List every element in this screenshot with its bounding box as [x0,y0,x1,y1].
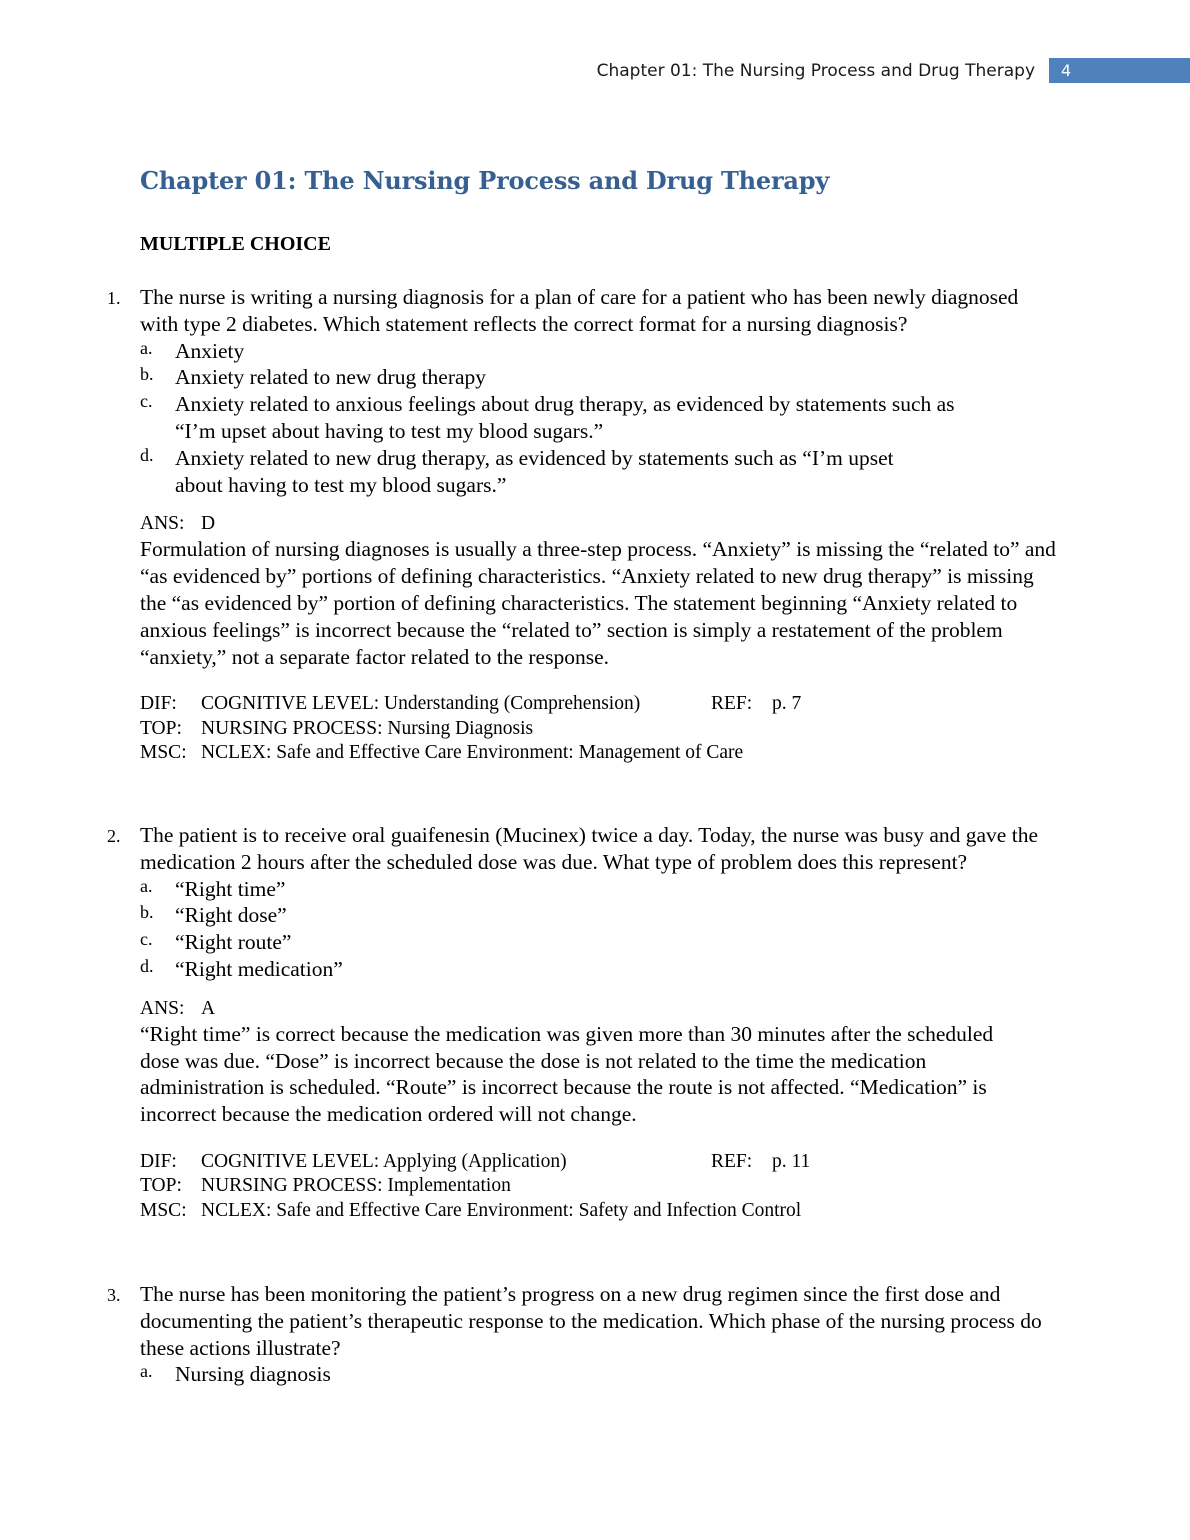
answer-option-b [140,364,975,391]
option-text: “Right dose” [175,903,287,928]
top-row [140,1174,1190,1199]
answer-options [0,876,1190,983]
answer-option-a [140,337,975,365]
msc-row [140,741,1190,766]
question-1 [0,284,1190,766]
option-letter: d. [140,955,154,976]
top-label: TOP: [140,1175,182,1197]
msc-row [140,1199,1190,1224]
ref-label: REF: [711,1150,753,1172]
dif-row [140,1150,1190,1175]
option-text: “Right medication” [175,956,343,981]
question-stem: The patient is to receive oral guaifenesin (Mucinex) twice a day. Today, the nurse was busy and gave the medication 2 hours after the scheduled dose was due. What type of problem does this represent? [140,823,1038,874]
option-text: Anxiety [175,338,245,363]
top-label: TOP: [140,717,182,739]
answer-key [140,997,1190,1021]
running-title: Chapter 01: The Nursing Process and Drug Therapy [596,60,1035,81]
ans-label: ANS: [140,997,185,1019]
ans-value: A [201,997,216,1019]
answer-option-b [140,902,975,929]
question-metadata [140,1150,1190,1224]
answer-option-c [140,391,955,445]
msc-label: MSC: [140,1199,187,1221]
dif-label: DIF: [140,1150,177,1172]
question-number: 3. [107,1285,121,1305]
answer-option-d [140,444,915,499]
ans-label: ANS: [140,513,185,535]
ref-value: p. 11 [772,1150,811,1172]
page-number: 4 [1049,58,1190,83]
option-letter: b. [140,364,154,385]
question-number: 1. [107,288,121,308]
dif-row [140,692,1190,717]
ref-label: REF: [711,693,753,715]
section-title: MULTIPLE CHOICE [140,233,331,255]
question-stem: The nurse is writing a nursing diagnosis for a plan of care for a patient who has been newly diagnosed with type 2 diabetes. Which statement reflects the correct format for a nursing diagnosis? [140,285,1019,336]
top-row [140,717,1190,742]
answer-option-d [140,955,975,983]
dif-value: COGNITIVE LEVEL: Understanding (Comprehension) [201,693,641,715]
ans-value: D [201,513,216,535]
answer-option-c [140,929,975,956]
answer-option-a [140,1361,975,1388]
option-text: “Right time” [175,876,286,901]
answer-key [140,512,1190,536]
option-text: “Right route” [175,930,292,955]
msc-value: NCLEX: Safe and Effective Care Environment: Safety and Infection Control [201,1199,802,1221]
option-letter: a. [140,337,153,358]
option-letter: c. [140,391,153,412]
question-metadata [140,692,1190,766]
option-letter: d. [140,444,154,465]
question-stem: The nurse has been monitoring the patient’s progress on a new drug regimen since the first dose and documenting the patient’s therapeutic response to the medication. Which phase of the nursing process do these actions illustrate? [140,1282,1042,1360]
dif-value: COGNITIVE LEVEL: Applying (Application) [201,1150,567,1172]
rationale: “Right time” is correct because the medication was given more than 30 minutes after the scheduled dose was due. “Dose” is incorrect because the dose is not related to the time the medication administration is scheduled. “Route” is incorrect because the route is not affected. “Medication” is incorrect because the medication ordered will not change. [140,1021,994,1127]
option-text: Anxiety related to new drug therapy, as evidenced by statements such as “I’m upset about having to test my blood sugars.” [175,445,894,497]
rationale: Formulation of nursing diagnoses is usually a three-step process. “Anxiety” is missing the “related to” and “as evidenced by” portions of defining characteristics. “Anxiety related to new drug therapy” is missing the “as evidenced by” portion of defining characteristics. The statement beginning “Anxiety related to anxious feelings” is incorrect because the “related to” section is simply a restatement of the problem “anxiety,” not a separate factor related to the response. [140,537,1056,669]
chapter-title: Chapter 01: The Nursing Process and Drug Therapy [140,166,830,195]
msc-label: MSC: [140,742,187,764]
running-header [597,58,1190,83]
question-3 [0,1281,1190,1388]
option-text: Anxiety related to new drug therapy [175,365,487,390]
question-2 [0,822,1190,1223]
answer-options [0,338,1190,499]
option-letter: a. [140,1361,153,1382]
top-value: NURSING PROCESS: Nursing Diagnosis [201,717,534,739]
option-letter: c. [140,929,153,950]
answer-option-a [140,875,975,903]
ref-value: p. 7 [772,693,802,715]
dif-label: DIF: [140,693,177,715]
question-number: 2. [107,826,121,846]
option-letter: b. [140,902,154,923]
option-text: Anxiety related to anxious feelings about drug therapy, as evidenced by statements such as “I’m upset about having to test my blood sugars.” [175,392,955,443]
msc-value: NCLEX: Safe and Effective Care Environment: Management of Care [201,742,744,764]
answer-options [0,1361,1190,1388]
top-value: NURSING PROCESS: Implementation [201,1175,511,1197]
option-letter: a. [140,875,153,896]
option-text: Nursing diagnosis [175,1362,331,1387]
